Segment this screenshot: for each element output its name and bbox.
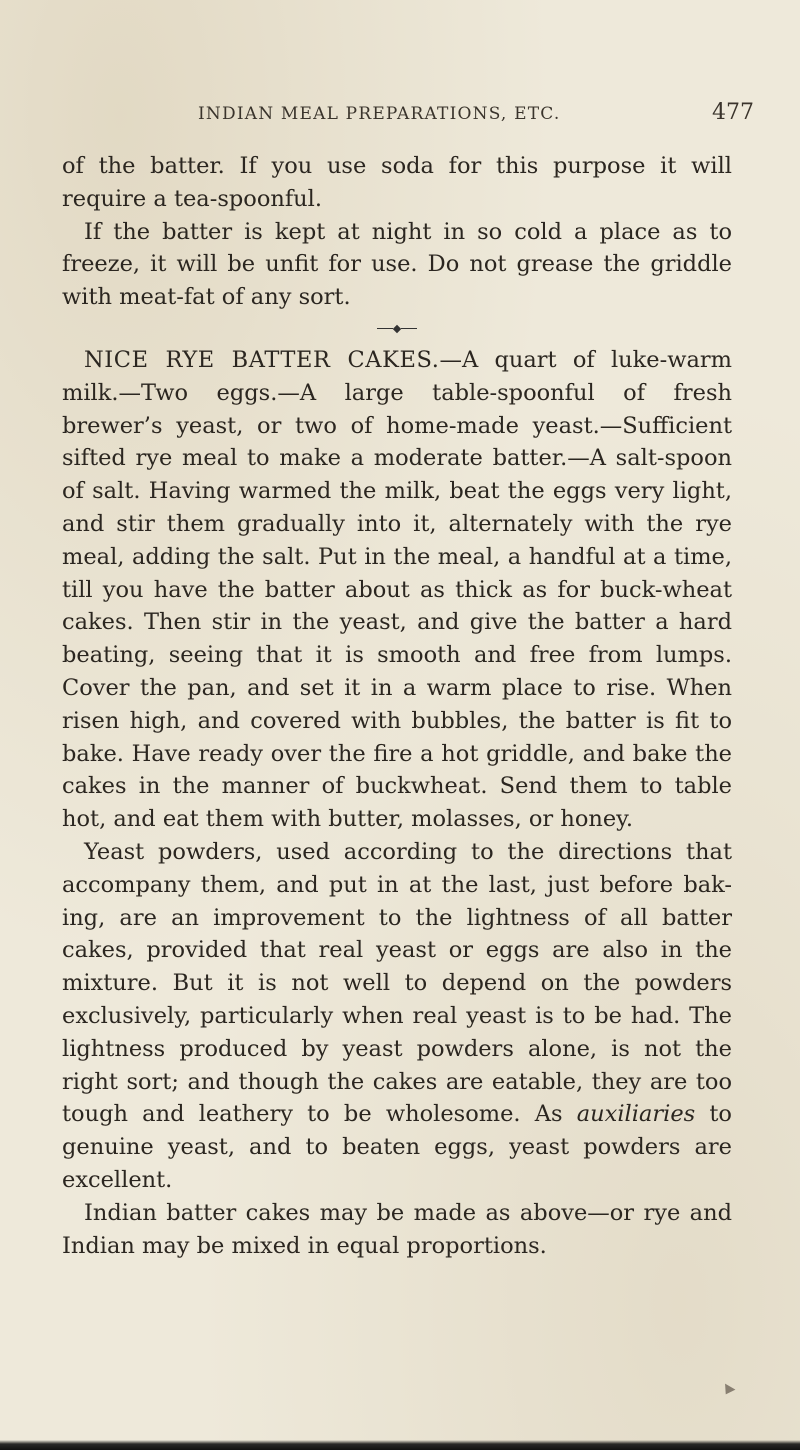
paragraph-batter-freeze: If the batter is kept at night in so cold a place as to freeze, it will be unfit for use. Do not grease the griddle with meat-fat of any sort. — [62, 218, 732, 311]
paragraph-continuation: of the batter. If you use soda for this purpose it will require a tea-spoonful. — [62, 153, 732, 212]
recipe-text: —A quart of luke-warm milk.—Two eggs.—A large table-spoonful of fresh brewer’s yeast, or two of home-made yeast.—Sufficient sifted rye meal to make a moderate batter.—A salt-spoon of salt. Having warmed the milk, beat the eggs very light, and stir them gradually into it, alternately with the rye meal, adding the salt. Put in the meal, a handful at a time, till you have the batter about as thick as for buck-wheat cakes. Then stir in the yeast, and give the batter a hard beating, seeing that it is smooth and free from lumps. Cover the pan, and set it in a warm place to rise. When risen high, and covered with bubbles, the batter is fit to bake. Have ready over the fire a hot griddle, and bake the cakes in the manner of buckwheat. Send them to table hot, and eat them with butter, molasses, or honey. — [62, 346, 732, 833]
yeast-text-italic: auxiliaries — [576, 1101, 696, 1128]
paragraph-yeast-powders — [62, 836, 732, 1197]
paragraph-indian-batter: Indian batter cakes may be made as above—or rye and Indian may be mixed in equal proportions. — [62, 1199, 732, 1259]
divider-rule-left — [377, 328, 393, 329]
yeast-text-b: to genuine yeast, and to beaten eggs, yeast powders are excellent. — [62, 1101, 732, 1193]
page-body — [62, 150, 732, 1262]
scan-edge — [0, 1440, 800, 1450]
ink-mark — [721, 1384, 736, 1398]
divider-rule-right — [401, 328, 417, 329]
yeast-text-a: Yeast powders, used according to the directions that accompany them, and put in at the last, just before bak-ing, are an improvement to the lightness of all batter cakes, provided that real yeast or eggs are also in the mixture. But it is not well to depend on the powders exclusively, particularly when real yeast is to be had. The lightness produced by yeast powders alone, is not the right sort; and though the cakes are eatable, they are too tough and leathery to be wholesome. As — [62, 838, 732, 1128]
running-head: INDIAN MEAL PREPARATIONS, ETC. — [198, 104, 561, 124]
recipe-heading: NICE RYE BATTER CAKES. — [84, 346, 440, 373]
page-number: 477 — [712, 100, 754, 125]
recipe-paragraph — [62, 344, 732, 836]
divider-diamond-icon — [393, 325, 401, 333]
section-divider — [62, 314, 732, 344]
